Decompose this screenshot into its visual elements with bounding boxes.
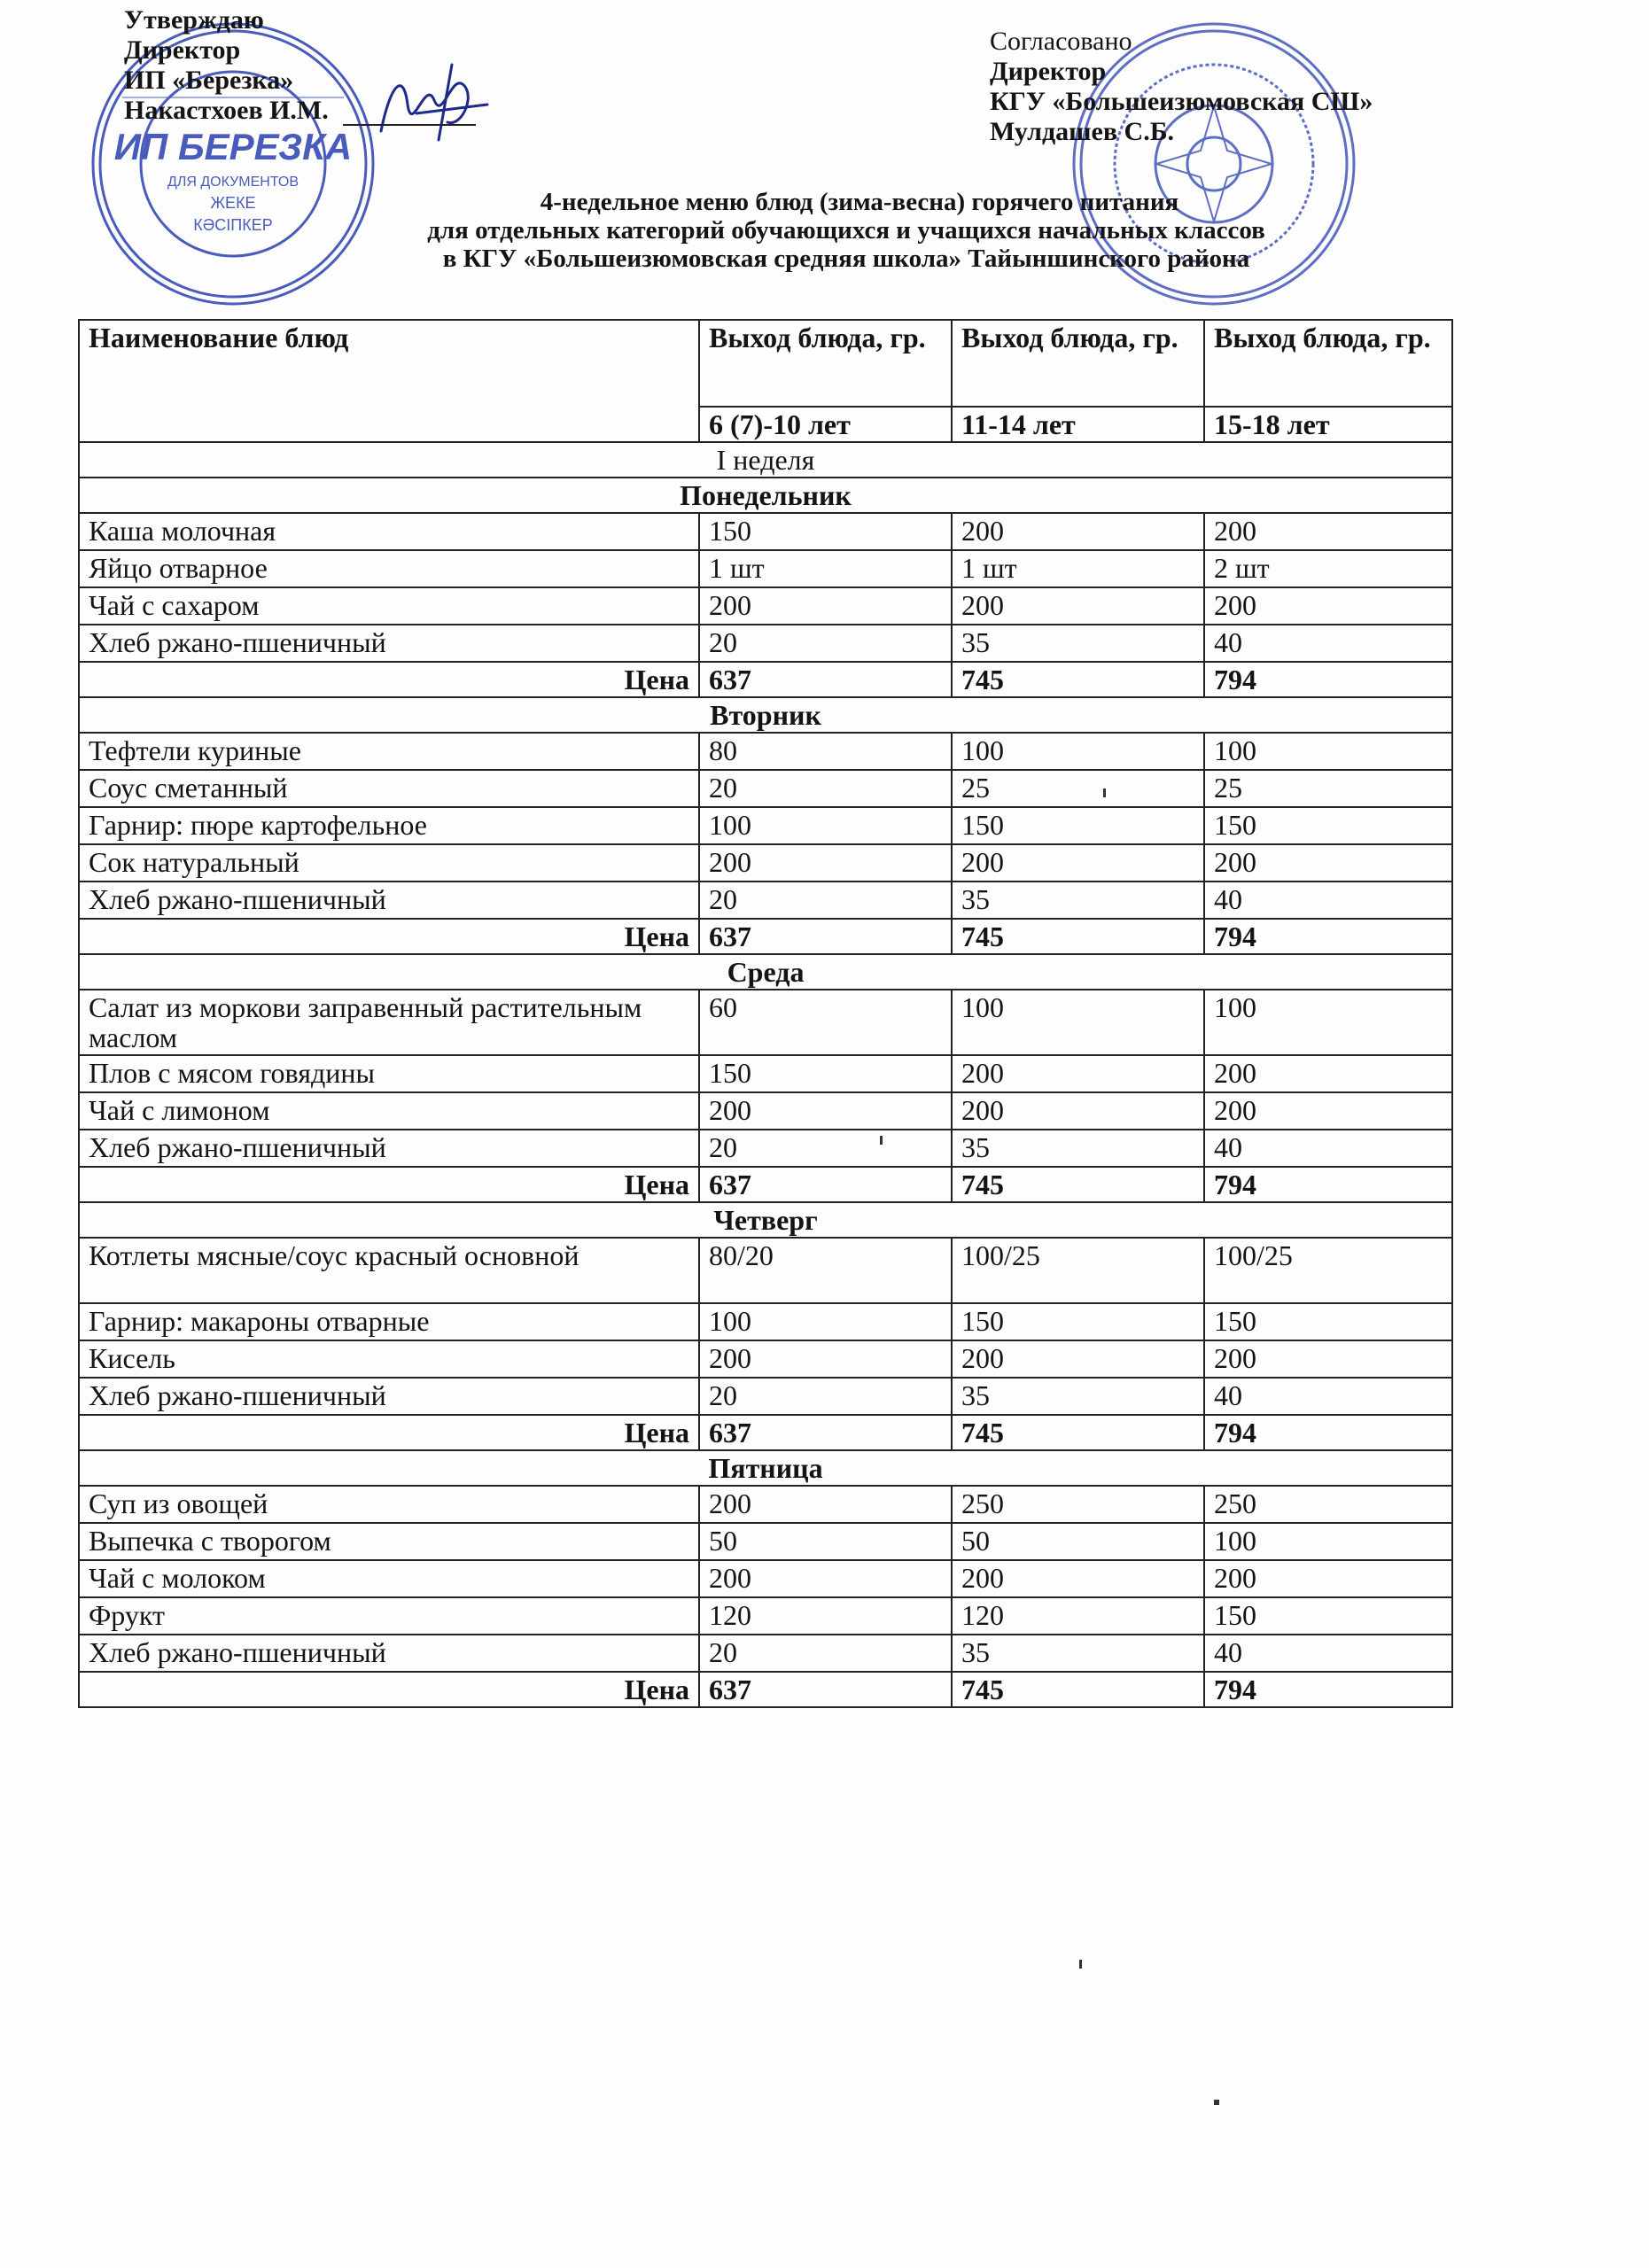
dish-yield-3: 25 — [1204, 770, 1452, 807]
price-value-1: 637 — [699, 919, 952, 954]
price-row — [79, 919, 1452, 954]
dish-yield-3: 250 — [1204, 1486, 1452, 1523]
dish-row — [79, 1092, 1452, 1130]
dish-yield-3: 200 — [1204, 1092, 1452, 1130]
price-value-3: 794 — [1204, 662, 1452, 697]
agreement-organization: КГУ «Большеизюмовская СШ» — [990, 87, 1373, 116]
document-title — [337, 188, 1356, 273]
price-value-2: 745 — [952, 1167, 1204, 1202]
dish-row — [79, 807, 1452, 844]
dish-name: Сок натуральный — [79, 844, 699, 882]
dish-yield-1: 120 — [699, 1597, 952, 1635]
day-label: Вторник — [79, 697, 1452, 733]
stamp-center-text: ИП БЕРЕЗКА — [113, 126, 353, 167]
dish-yield-2: 200 — [952, 1560, 1204, 1597]
dish-yield-2: 100 — [952, 990, 1204, 1055]
header-yield-3: Выход блюда, гр. — [1204, 320, 1452, 407]
dish-row — [79, 1523, 1452, 1560]
dish-yield-3: 150 — [1204, 1303, 1452, 1340]
day-label: Понедельник — [79, 478, 1452, 513]
price-value-2: 745 — [952, 1415, 1204, 1450]
dish-yield-1: 20 — [699, 770, 952, 807]
dish-yield-1: 20 — [699, 1635, 952, 1672]
agreement-position: Директор — [990, 57, 1107, 86]
dish-yield-3: 40 — [1204, 1378, 1452, 1415]
dish-yield-3: 100 — [1204, 733, 1452, 770]
dish-yield-3: 200 — [1204, 513, 1452, 550]
dish-yield-1: 150 — [699, 1055, 952, 1092]
header-dish-name: Наименование блюд — [79, 320, 699, 442]
dish-row — [79, 513, 1452, 550]
dish-yield-1: 60 — [699, 990, 952, 1055]
dish-row — [79, 882, 1452, 919]
price-value-1: 637 — [699, 662, 952, 697]
dish-yield-1: 200 — [699, 1092, 952, 1130]
price-value-3: 794 — [1204, 919, 1452, 954]
dish-row — [79, 1560, 1452, 1597]
dish-row — [79, 990, 1452, 1055]
dish-name: Чай с лимоном — [79, 1092, 699, 1130]
dish-yield-1: 80 — [699, 733, 952, 770]
dish-yield-1: 200 — [699, 1340, 952, 1378]
dish-yield-1: 1 шт — [699, 550, 952, 587]
dish-name: Выпечка с творогом — [79, 1523, 699, 1560]
price-value-2: 745 — [952, 662, 1204, 697]
dish-yield-2: 35 — [952, 625, 1204, 662]
dish-yield-1: 50 — [699, 1523, 952, 1560]
dish-name: Соус сметанный — [79, 770, 699, 807]
dish-name: Каша молочная — [79, 513, 699, 550]
price-label: Цена — [79, 919, 699, 954]
dish-yield-1: 20 — [699, 625, 952, 662]
title-line-1: 4-недельное меню блюд (зима-весна) горячего питания — [540, 188, 1179, 216]
price-label: Цена — [79, 1672, 699, 1707]
dish-yield-1: 20 — [699, 1378, 952, 1415]
dish-row — [79, 1055, 1452, 1092]
dish-yield-3: 40 — [1204, 625, 1452, 662]
week-label: I неделя — [79, 442, 1452, 478]
dish-row — [79, 1130, 1452, 1167]
dish-yield-1: 200 — [699, 844, 952, 882]
price-row — [79, 1672, 1452, 1707]
scan-speck — [1214, 2100, 1219, 2105]
dish-yield-3: 150 — [1204, 1597, 1452, 1635]
price-label: Цена — [79, 1167, 699, 1202]
title-line-2: для отдельных категорий обучающихся и учащихся начальных классов — [427, 216, 1265, 245]
approval-position: Директор — [124, 35, 241, 65]
dish-yield-2: 100 — [952, 733, 1204, 770]
day-label: Пятница — [79, 1450, 1452, 1486]
dish-row — [79, 1238, 1452, 1303]
day-label: Среда — [79, 954, 1452, 990]
dish-name: Кисель — [79, 1340, 699, 1378]
dish-name: Хлеб ржано-пшеничный — [79, 1130, 699, 1167]
dish-yield-2: 35 — [952, 882, 1204, 919]
dish-yield-2: 200 — [952, 587, 1204, 625]
dish-yield-1: 200 — [699, 1486, 952, 1523]
header-yield-1: Выход блюда, гр. — [699, 320, 952, 407]
day-row — [79, 478, 1452, 513]
header-age-1: 6 (7)-10 лет — [699, 407, 952, 442]
dish-yield-2: 50 — [952, 1523, 1204, 1560]
price-value-3: 794 — [1204, 1672, 1452, 1707]
price-value-1: 637 — [699, 1415, 952, 1450]
table-header-row — [79, 320, 1452, 407]
dish-row — [79, 1340, 1452, 1378]
approval-organization: ИП «Березка» — [124, 66, 294, 95]
dish-yield-3: 200 — [1204, 844, 1452, 882]
dish-yield-1: 200 — [699, 1560, 952, 1597]
dish-row — [79, 844, 1452, 882]
dish-yield-2: 35 — [952, 1378, 1204, 1415]
dish-name: Хлеб ржано-пшеничный — [79, 1378, 699, 1415]
dish-yield-2: 250 — [952, 1486, 1204, 1523]
price-value-1: 637 — [699, 1672, 952, 1707]
dish-yield-2: 150 — [952, 1303, 1204, 1340]
dish-name: Суп из овощей — [79, 1486, 699, 1523]
dish-yield-1: 150 — [699, 513, 952, 550]
dish-yield-3: 150 — [1204, 807, 1452, 844]
dish-yield-1: 100 — [699, 807, 952, 844]
dish-yield-3: 200 — [1204, 587, 1452, 625]
dish-row — [79, 587, 1452, 625]
stamp-sub-text-1: ДЛЯ ДОКУМЕНТОВ — [167, 175, 299, 190]
price-value-1: 637 — [699, 1167, 952, 1202]
dish-row — [79, 733, 1452, 770]
dish-yield-2: 35 — [952, 1130, 1204, 1167]
price-label: Цена — [79, 1415, 699, 1450]
day-label: Четверг — [79, 1202, 1452, 1238]
dish-name: Фрукт — [79, 1597, 699, 1635]
agreement-person: Мулдашев С.Б. — [990, 117, 1175, 146]
scan-speck — [880, 1136, 883, 1145]
dish-yield-2: 100/25 — [952, 1238, 1204, 1303]
dish-row — [79, 1378, 1452, 1415]
approval-person: Накастхоев И.М. — [124, 96, 329, 125]
dish-name: Гарнир: пюре картофельное — [79, 807, 699, 844]
dish-name: Хлеб ржано-пшеничный — [79, 625, 699, 662]
dish-row — [79, 625, 1452, 662]
dish-yield-1: 20 — [699, 882, 952, 919]
day-row — [79, 697, 1452, 733]
dish-yield-3: 100 — [1204, 990, 1452, 1055]
price-row — [79, 662, 1452, 697]
dish-yield-2: 200 — [952, 1092, 1204, 1130]
price-value-3: 794 — [1204, 1415, 1452, 1450]
dish-yield-2: 150 — [952, 807, 1204, 844]
week-row — [79, 442, 1452, 478]
dish-yield-1: 20 — [699, 1130, 952, 1167]
dish-yield-2: 200 — [952, 844, 1204, 882]
dish-yield-3: 200 — [1204, 1055, 1452, 1092]
dish-row — [79, 550, 1452, 587]
dish-yield-2: 1 шт — [952, 550, 1204, 587]
dish-yield-3: 200 — [1204, 1560, 1452, 1597]
dish-yield-3: 40 — [1204, 1130, 1452, 1167]
dish-yield-3: 40 — [1204, 882, 1452, 919]
dish-yield-2: 25 — [952, 770, 1204, 807]
dish-row — [79, 770, 1452, 807]
dish-yield-1: 80/20 — [699, 1238, 952, 1303]
header-age-3: 15-18 лет — [1204, 407, 1452, 442]
dish-yield-3: 200 — [1204, 1340, 1452, 1378]
approval-label: Утверждаю — [124, 5, 264, 35]
price-row — [79, 1415, 1452, 1450]
stamp-sub-text-2: ЖЕКЕ — [210, 194, 256, 212]
scan-speck — [1103, 788, 1106, 797]
dish-yield-2: 200 — [952, 1055, 1204, 1092]
dish-name: Плов с мясом говядины — [79, 1055, 699, 1092]
stamp-sub-text-3: КӘСІПКЕР — [193, 216, 273, 234]
dish-yield-2: 200 — [952, 1340, 1204, 1378]
dish-name: Хлеб ржано-пшеничный — [79, 882, 699, 919]
dish-name: Котлеты мясные/соус красный основной — [79, 1238, 699, 1303]
dish-yield-3: 40 — [1204, 1635, 1452, 1672]
agreement-block — [990, 27, 1373, 147]
dish-yield-1: 100 — [699, 1303, 952, 1340]
dish-yield-3: 100 — [1204, 1523, 1452, 1560]
signature-line — [343, 124, 476, 126]
dish-row — [79, 1486, 1452, 1523]
dish-name: Гарнир: макароны отварные — [79, 1303, 699, 1340]
dish-row — [79, 1635, 1452, 1672]
dish-name: Хлеб ржано-пшеничный — [79, 1635, 699, 1672]
price-value-3: 794 — [1204, 1167, 1452, 1202]
approval-person-row — [124, 96, 476, 126]
dish-name: Чай с сахаром — [79, 587, 699, 625]
dish-name: Тефтели куриные — [79, 733, 699, 770]
dish-name: Яйцо отварное — [79, 550, 699, 587]
dish-yield-3: 100/25 — [1204, 1238, 1452, 1303]
dish-name: Салат из моркови заправенный растительным маслом — [79, 990, 699, 1055]
price-value-2: 745 — [952, 1672, 1204, 1707]
dish-yield-1: 200 — [699, 587, 952, 625]
day-row — [79, 954, 1452, 990]
price-label: Цена — [79, 662, 699, 697]
dish-name: Чай с молоком — [79, 1560, 699, 1597]
price-row — [79, 1167, 1452, 1202]
price-value-2: 745 — [952, 919, 1204, 954]
day-row — [79, 1202, 1452, 1238]
menu-table — [78, 319, 1453, 1708]
dish-row — [79, 1303, 1452, 1340]
header-age-2: 11-14 лет — [952, 407, 1204, 442]
title-line-3: в КГУ «Большеизюмовская средняя школа» Тайыншинского района — [442, 245, 1250, 273]
dish-yield-2: 120 — [952, 1597, 1204, 1635]
dish-row — [79, 1597, 1452, 1635]
header-yield-2: Выход блюда, гр. — [952, 320, 1204, 407]
agreement-label: Согласовано — [990, 27, 1132, 56]
dish-yield-2: 200 — [952, 513, 1204, 550]
approval-block — [124, 5, 476, 126]
scan-speck — [1079, 1960, 1082, 1969]
day-row — [79, 1450, 1452, 1486]
dish-yield-2: 35 — [952, 1635, 1204, 1672]
dish-yield-3: 2 шт — [1204, 550, 1452, 587]
